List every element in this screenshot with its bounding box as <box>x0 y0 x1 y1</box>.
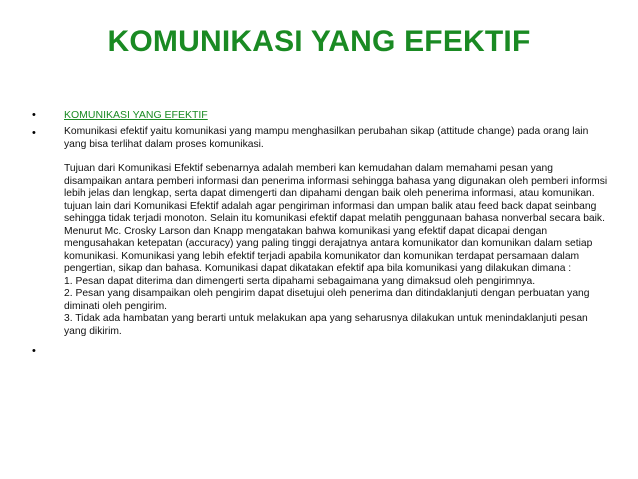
slide-content <box>32 108 612 358</box>
intro-paragraph: Komunikasi efektif yaitu komunikasi yang mampu menghasilkan perubahan sikap (attitude change) pada orang lain yang bisa terlihat dalam proses komunikasi. <box>64 126 589 150</box>
bullet-item <box>32 126 612 338</box>
point-3: 3. Tidak ada hambatan yang berarti untuk melakukan apa yang seharusnya dilakukan untuk menindaklanjuti pesan yang dikirim. <box>64 313 588 337</box>
body-paragraph: Tujuan dari Komunikasi Efektif sebenarnya adalah memberi kan kemudahan dalam memahami pesan yang disampaikan antara pemberi informasi dan penerima informasi sehingga bahasa yang digunakan oleh pemberi informsi lebih jelas dan lengkap, serta dapat dimengerti dan dipahami dengan baik oleh penerima informasi, atau komunikan. tujuan lain dari Komunikasi Efektif adalah agar pengiriman informasi dan umpan balik atau feed back dapat seinbang sehingga tidak terjadi monoton. Selain itu komunikasi efektif dapat melatih penggunaan bahasa nonverbal secara baik. Menurut Mc. Crosky Larson dan Knapp mengatakan bahwa komunikasi yang efektif dapat dicapai dengan mengusahakan ketepatan (accuracy) yang paling tinggi derajatnya antara komunikator dan komunikan dalam setiap komunikasi. Komunikasi yang lebih efektif terjadi apabila komunikator dan komunikan terdapat persamaan dalam pengertian, sikap dan bahasa. Komunikasi dapat dikatakan efektif apa bila komunikasi yang dilakukan dimana : <box>64 163 608 274</box>
bullet-dot-icon: • <box>32 109 36 121</box>
bullet-item <box>32 108 612 125</box>
paragraph-gap <box>64 151 612 163</box>
bullet-dot-icon: • <box>32 127 36 139</box>
slide-title: KOMUNIKASI YANG EFEKTIF <box>107 25 531 58</box>
point-1: 1. Pesan dapat diterima dan dimengerti serta dipahami sebagaimana yang dimaksud oleh pengirimnya. <box>64 275 536 287</box>
point-2: 2. Pesan yang disampaikan oleh pengirim dapat disetujui oleh penerima dan ditindaklanjuti dengan perbuatan yang diminati oleh pengirim. <box>64 288 590 312</box>
bullet-dot-icon: • <box>32 345 36 357</box>
heading-link[interactable]: KOMUNIKASI YANG EFEKTIF <box>64 109 208 121</box>
bullet-item-empty <box>32 344 612 358</box>
